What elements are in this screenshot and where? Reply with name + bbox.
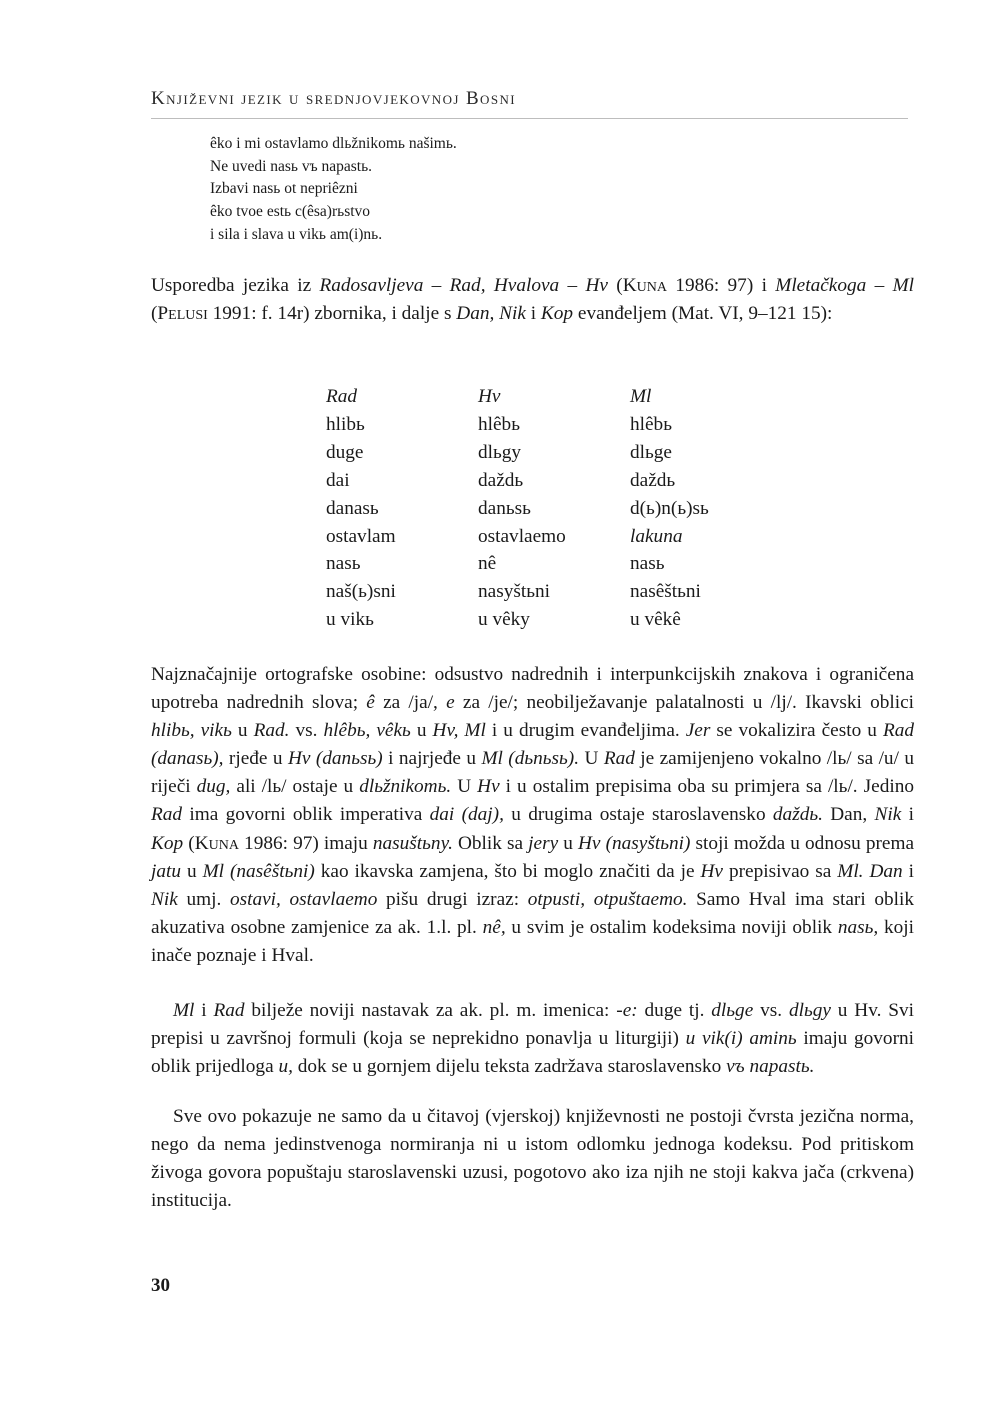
table-cell: u vikь (326, 609, 374, 631)
verse-line: êko i mi ostavlamo dlьžnikomь našimь. (210, 135, 457, 152)
column-header: Hv (478, 386, 501, 407)
table-cell: hlêbь (630, 413, 672, 435)
paragraph-orthography: Najznačajnije ortografske osobine: odsustvo nadrednih i interpunkcijskih znakova i ograničena upotreba nadrednih slova; ê za /ja/, e za /je/; neobilježavanje palatalnosti u /lj/. Ikavski oblici hlibь, vikь u Rad. vs. hlêbь, vêkь u Hv, Ml i u drugim evanđeljima. Jer se vokalizira često u Rad (danasь), rjeđe u Hv (danьsь) i najrjeđe u Ml (dьnьsь). U Rad je zamijenjeno vokalno /lь/ sa /u/ u riječi dug, ali /lь/ ostaje u dlьžnikomь. U Hv i u ostalim prepisima oba su primjera sa /lь/. Jedino Rad ima govorni oblik imperativa dai (daj), u drugima ostaje staroslavensko daždь. Dan, Nik i Kop (Kuna 1986: 97) imaju nasuštьny. Oblik sa jery u Hv (nasyštьni) stoji možda u odnosu prema jatu u Ml (nasêštьni) kao ikavska zamjena, što bi moglo značiti da je Hv prepisivao sa Ml. Dan i Nik umj. ostavi, ostavlaemo pišu drugi izraz: otpusti, otpuštaemo. Samo Hval ima stari oblik akuzativa osobne zamjenice za ak. 1.l. pl. nê, u svim je ostalim kodeksima noviji oblik nasь, koji inače poznaje i Hval. (151, 664, 915, 966)
verse-line: Izbavi nasь ot nepriêzni (210, 180, 358, 198)
table-cell: lakuna (630, 525, 683, 547)
column-header: Ml (630, 386, 652, 407)
table-cell: ostavlam (326, 525, 396, 547)
table-cell: daždь (478, 469, 524, 491)
paragraph-conclusion: Sve ovo pokazuje ne samo da u čitavoj (vjerskoj) književnosti ne postoji čvrsta jezična norma, nego da nema jedinstvenoga normiranja ni u istom odlomku jednoga kodeksu. Pod pritiskom živoga govora popuštaju staroslavenski uzusi, pogotovo ako iza njih ne stoji kakva jača (crkvena) institucija. (151, 1106, 914, 1212)
table-cell: hlêbь (478, 413, 520, 435)
table-cell: u vêky (478, 609, 530, 631)
table-cell: naš(ь)sni (326, 581, 396, 603)
table-cell: nasь (326, 553, 361, 575)
column-header: Rad (326, 386, 358, 407)
table-cell: dai (326, 469, 350, 491)
table-cell: nasь (630, 553, 665, 575)
table-row (326, 439, 750, 467)
table-cell: danьsь (478, 497, 531, 519)
paragraph-comparison-intro: Usporedba jezika iz Radosavljeva – Rad, Hvalova – Hv (Kuna 1986: 97) i Mletačkoga – Ml (Pelusi 1991: f. 14r) zbornika, i dalje s Dan, Nik i Kop evanđeljem (Mat. VI, 9–121 15): (151, 275, 914, 325)
table-header-row (326, 383, 750, 411)
table-cell: dlьgy (478, 441, 522, 463)
table-cell: d(ь)n(ь)sь (630, 497, 709, 519)
comparison-table (326, 383, 750, 634)
table-cell: hlibь (326, 413, 365, 435)
page-number: 30 (151, 1275, 170, 1296)
table-row (326, 523, 750, 551)
verse-line: Ne uvedi nasь vъ napastь. (210, 157, 373, 175)
table-row (326, 467, 750, 495)
table-cell: danasь (326, 497, 379, 519)
table-cell: duge (326, 441, 364, 463)
verse-quote (210, 133, 457, 247)
table-row (326, 411, 750, 439)
table-cell: nasyštьni (478, 581, 550, 603)
verse-line: i sila i slava u vikь am(i)nь. (210, 225, 383, 243)
table-cell: nasêštьni (630, 581, 701, 603)
table-cell: daždь (630, 469, 676, 491)
table-row (326, 578, 750, 606)
table-cell: nê (478, 553, 497, 575)
table-cell: dlьge (630, 441, 672, 463)
verse-line: êko tvoe estь c(êsa)rьstvo (210, 203, 371, 221)
table-row (326, 550, 750, 578)
table-cell: ostavlaemo (478, 525, 566, 547)
table-row (326, 606, 750, 634)
table-row (326, 495, 750, 523)
table-cell: u vêkê (630, 609, 681, 631)
paragraph-accusative: Ml i Rad bilježe noviji nastavak za ak. pl. m. imenica: -e: duge tj. dlьge vs. dlьgy u Hv. Svi prepisi u završnoj formuli (koja se neprekidno ponavlja u liturgiji) u vik(i) aminь imaju govorni oblik prijedloga u, dok se u gornjem dijelu teksta zadržava staroslavensko vъ napastь. (151, 1000, 915, 1078)
running-head: Književni jezik u srednjovjekovnoj Bosni (151, 88, 908, 119)
